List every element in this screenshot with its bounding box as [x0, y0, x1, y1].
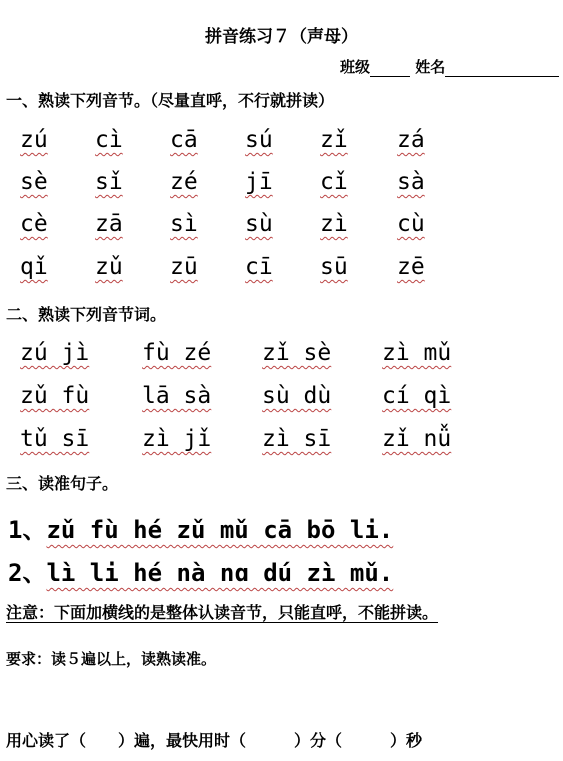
syllable: cì	[95, 127, 123, 153]
sentence-number: 1、	[8, 516, 47, 544]
name-label: 姓名	[415, 58, 446, 76]
syllable: zē	[397, 254, 425, 280]
syllable: sù	[245, 211, 273, 237]
syllable: cǐ	[320, 169, 348, 195]
name-blank	[445, 61, 559, 77]
syllable: sǐ	[95, 169, 123, 195]
syllable-word: zǔ fù	[20, 383, 90, 409]
section-1-heading: 一、熟读下列音节。（尽量直呼，不行就拼读）	[6, 91, 335, 110]
note-text: 注意：下面加横线的是整体认读音节，只能直呼，不能拼读。	[6, 603, 439, 622]
syllable: cā	[170, 127, 198, 153]
syllable: sū	[320, 254, 348, 280]
sentence-number: 2、	[8, 559, 47, 587]
class-blank	[370, 61, 410, 77]
syllable: zú	[20, 127, 48, 153]
syllable: cī	[245, 254, 273, 280]
syllable: zé	[170, 169, 198, 195]
syllable: sà	[397, 169, 425, 195]
syllable: sú	[245, 127, 273, 153]
syllable-word: cí qì	[382, 383, 452, 409]
syllable: zǐ	[320, 127, 348, 153]
syllable: jī	[245, 169, 273, 195]
syllable-word: fù zé	[142, 340, 212, 366]
class-name-line	[340, 56, 559, 77]
section-3-heading: 三、读准句子。	[6, 474, 119, 493]
syllable-word: zì mǔ	[382, 340, 452, 366]
syllable: sì	[170, 211, 198, 237]
class-label: 班级	[340, 58, 371, 76]
syllable-word: zì jǐ	[142, 426, 212, 452]
footer-record: 用心读了（ ）遍，最快用时（ ）分（ ）秒	[6, 731, 423, 750]
syllable-word: lā sà	[142, 383, 212, 409]
syllable-word: tǔ sī	[20, 426, 90, 452]
syllable: zá	[397, 127, 425, 153]
sentence-text: lì li hé nà nɑ dú zì mǔ.	[46, 559, 394, 587]
syllable-word: zì sī	[262, 426, 332, 452]
syllable: zū	[170, 254, 198, 280]
sentence-2	[8, 553, 393, 588]
syllable: sè	[20, 169, 48, 195]
syllable: zā	[95, 211, 123, 237]
requirement-text: 要求：读５遍以上，读熟读准。	[6, 650, 217, 668]
syllable-word: zǐ nǚ	[382, 426, 452, 452]
syllable: zì	[320, 211, 348, 237]
sentence-text: zǔ fù hé zǔ mǔ cā bō li.	[46, 516, 394, 544]
syllable-word: zú jì	[20, 340, 90, 366]
section-2-heading: 二、熟读下列音节词。	[6, 305, 167, 324]
sentence-1	[8, 510, 393, 545]
syllable: qǐ	[20, 254, 48, 280]
page-title: 拼音练习７（声母）	[205, 27, 358, 47]
syllable-word: zǐ sè	[262, 340, 332, 366]
syllable: zǔ	[95, 254, 123, 280]
syllable-word: sù dù	[262, 383, 332, 409]
syllable: cù	[397, 211, 425, 237]
syllable: cè	[20, 211, 48, 237]
